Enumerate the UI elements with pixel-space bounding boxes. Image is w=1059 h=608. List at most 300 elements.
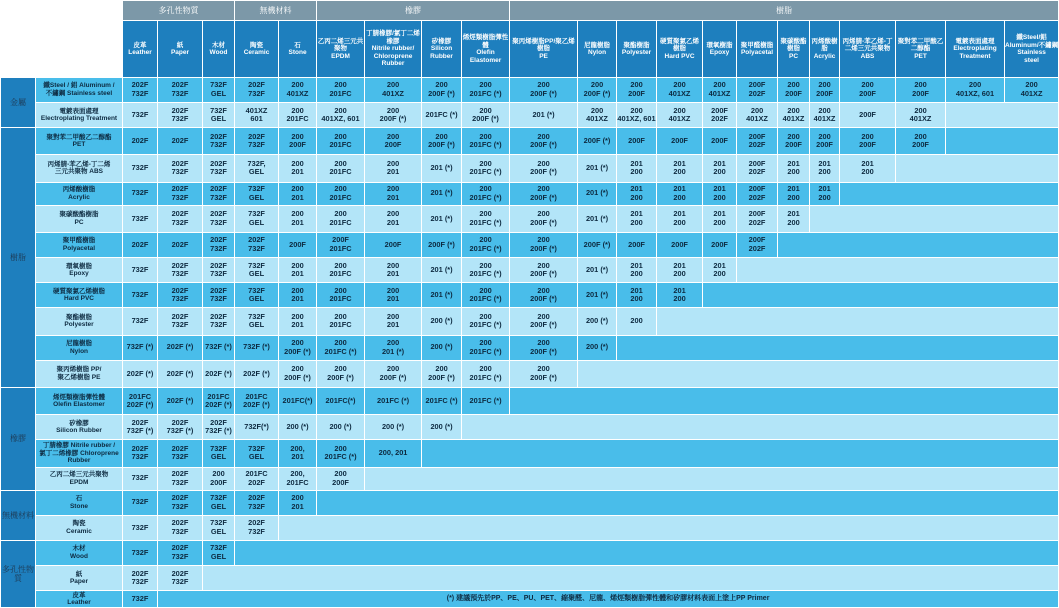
compat-cell: 200 401XZ <box>737 103 778 128</box>
label-zh: 聚對苯二甲酸乙二醇酯 <box>897 37 944 53</box>
compat-cell: 732F GEL <box>203 440 235 467</box>
compat-cell: 200 201 (*) <box>365 335 422 360</box>
compat-cell: 202F 732F <box>203 182 235 205</box>
compat-cell: 200 201FC (*) <box>462 308 510 335</box>
compat-cell: 201FC 202F (*) <box>235 387 279 414</box>
compat-cell: 732F <box>123 540 158 565</box>
compat-cell: 200F 202F <box>703 103 737 128</box>
compat-cell: 200 401XZ <box>703 77 737 102</box>
compat-cell: 200 401XZ <box>365 77 422 102</box>
compat-cell: 732F <box>123 103 158 128</box>
compat-cell: 202F 732F <box>158 103 203 128</box>
empty-cell <box>578 360 1059 387</box>
compat-cell: 202F 732F (*) <box>123 415 158 440</box>
label-zh: 電鍍表面處理 <box>955 37 995 45</box>
compat-cell: 200 200F (*) <box>510 335 578 360</box>
compat-cell: 200 401XZ <box>896 103 946 128</box>
label-en: Stone <box>288 49 307 57</box>
footnote: (*) 建議預先於PP、PE、PU、PET、縮聚醛、尼龍、烯烴類樹脂彈性體和矽膠材料表面上塗上PP Primer <box>158 591 1059 608</box>
label-en: Nylon <box>69 347 89 355</box>
compat-cell: 200 200F <box>896 77 946 102</box>
compat-cell: 202F 732F <box>203 308 235 335</box>
compat-cell: 200F <box>617 128 657 155</box>
compat-cell: 201 (*) <box>578 155 617 182</box>
label-en: Acrylic <box>813 52 836 60</box>
compat-cell: 200F 202F <box>737 205 778 232</box>
row-label <box>36 467 123 490</box>
compat-cell: 200 200F <box>778 77 810 102</box>
compat-cell: 200, 201FC <box>279 467 317 490</box>
compat-cell: 201 200 <box>703 155 737 182</box>
row-group-label: 多孔性物質 <box>1 540 36 607</box>
column-header <box>737 21 778 78</box>
compat-cell: 202F (*) <box>158 335 203 360</box>
label-zh: 丙烯腈-苯乙烯-丁二烯三元共聚物 <box>842 37 893 53</box>
compat-cell: 200 200F <box>810 77 840 102</box>
compat-cell: 732F GEL <box>203 540 235 565</box>
label-zh: 木材 <box>72 545 86 553</box>
label-en: EPDM <box>331 52 350 60</box>
row-group-label: 金屬 <box>1 77 36 127</box>
column-header <box>896 21 946 78</box>
compat-cell: 200 200F (*) <box>510 360 578 387</box>
row-label <box>36 182 123 205</box>
compat-cell: 200 201 <box>279 308 317 335</box>
label-en: Wood <box>209 49 228 57</box>
compat-cell: 202F (*) <box>203 360 235 387</box>
compat-cell: 200 401XZ, 601 <box>617 103 657 128</box>
compat-cell: 201 (*) <box>422 182 462 205</box>
compat-cell: 202F 732F <box>158 283 203 308</box>
compat-cell: 732F GEL <box>235 182 279 205</box>
empty-cell <box>422 440 1059 467</box>
compat-cell: 732F GEL <box>235 205 279 232</box>
label-zh: 聚丙烯樹脂 PP/ <box>56 366 102 374</box>
compat-cell: 201 200 <box>617 283 657 308</box>
compat-cell: 200 200F (*) <box>510 308 578 335</box>
compat-cell: 200F 202F <box>737 128 778 155</box>
compat-cell: 201 200 <box>617 182 657 205</box>
compat-cell: 202F <box>158 128 203 155</box>
compat-cell: 200 200F <box>896 128 946 155</box>
compat-cell: 201 (*) <box>422 205 462 232</box>
compat-cell: 201FC (*) <box>422 387 462 414</box>
label-en: PC <box>74 218 84 226</box>
label-zh: 聚丙烯樹脂PP/聚乙烯樹脂 <box>512 37 575 53</box>
row-label <box>36 128 123 155</box>
compat-cell: 200 401XZ <box>657 103 703 128</box>
empty-cell <box>810 205 1059 232</box>
row-label <box>36 258 123 283</box>
label-en: ABS <box>860 52 875 60</box>
compat-cell: 200, 201 <box>365 440 422 467</box>
compat-cell: 200 (*) <box>422 308 462 335</box>
label-en: steel <box>1024 56 1039 64</box>
compat-cell: 200 401XZ, 601 <box>946 77 1005 102</box>
compat-cell: 201 200 <box>778 155 810 182</box>
label-zh: 乙丙二烯三元共聚物 <box>49 471 109 479</box>
compat-cell: 202F (*) <box>235 360 279 387</box>
compat-cell: 202F 732F (*) <box>203 415 235 440</box>
compat-cell: 201 200 <box>657 283 703 308</box>
compat-cell: 202F 732F <box>158 440 203 467</box>
compat-cell: 200 (*) <box>279 415 317 440</box>
compat-cell: 200 201FC (*) <box>317 440 365 467</box>
compat-cell: 200 (*) <box>317 415 365 440</box>
compat-cell: 201 (*) <box>422 258 462 283</box>
compat-cell: 200F (*) <box>578 128 617 155</box>
label-en: Olefin Elastomer <box>469 49 502 64</box>
label-zh: 丙烯酸樹脂 <box>811 37 838 53</box>
compat-cell: 200 201FC <box>317 128 365 155</box>
compat-cell: 732F <box>123 467 158 490</box>
compat-cell: 202F (*) <box>158 360 203 387</box>
label-en: Olefin Elastomer <box>53 401 105 409</box>
compat-cell: 201 200 <box>810 155 840 182</box>
row-label <box>36 335 123 360</box>
compat-cell: 200 201FC <box>317 258 365 283</box>
row-label <box>36 415 123 440</box>
compat-cell: 200 201 <box>365 283 422 308</box>
compat-cell: 200 200F (*) <box>510 155 578 182</box>
label-en: Hard PVC <box>64 295 94 303</box>
empty-cell <box>657 308 1059 335</box>
label-zh: 矽橡膠 <box>431 37 452 45</box>
label-en: 不鏽鋼 Stainless steel <box>45 89 113 97</box>
compat-cell: 201FC (*) <box>462 387 510 414</box>
compat-cell: 202F 732F <box>203 283 235 308</box>
compat-cell: 202F 732F <box>158 515 203 540</box>
label-en: PET <box>72 141 86 149</box>
label-en: Polyester <box>621 49 652 57</box>
label-zh: 鐵Steel/鋁Aluminum/不鏽鋼Stainless <box>1005 34 1059 57</box>
compat-cell: 202F 732F (*) <box>158 415 203 440</box>
compat-cell: 200 401XZ <box>578 103 617 128</box>
empty-cell <box>365 467 1059 490</box>
compat-cell: 200 200F (*) <box>462 103 510 128</box>
label-en: PC <box>789 52 799 60</box>
compat-cell: 732F <box>123 258 158 283</box>
compat-cell: 200 200F <box>317 467 365 490</box>
row-label <box>36 490 123 515</box>
compat-cell: 200 201 <box>279 205 317 232</box>
compat-cell: 732F <box>123 515 158 540</box>
compat-cell: 202F 732F <box>158 205 203 232</box>
row-label <box>36 591 123 608</box>
label-en: Polyacetal <box>740 49 774 57</box>
compat-cell: 201 (*) <box>578 258 617 283</box>
label-en: Leather <box>67 599 91 607</box>
compat-cell: 200 (*) <box>422 415 462 440</box>
compat-cell: 201 200 <box>617 258 657 283</box>
label-en: Silicon Rubber <box>56 427 102 435</box>
label-zh: 石 <box>294 41 301 49</box>
label-zh: 尼龍樹脂 <box>66 340 92 348</box>
label-zh: 環氧樹脂 <box>66 262 92 270</box>
compat-cell: 201 200 <box>778 205 810 232</box>
row-group-label: 橡膠 <box>1 387 36 490</box>
compat-cell: 201 200 <box>810 182 840 205</box>
compat-cell: 200 200F <box>840 77 896 102</box>
compat-cell: 200F <box>617 232 657 257</box>
label-zh: 聚對苯二甲酸乙二醇酯 <box>46 133 112 141</box>
compat-cell: 202F 732F <box>123 77 158 102</box>
compat-cell: 201 200 <box>703 205 737 232</box>
compat-cell: 200 200F (*) <box>510 128 578 155</box>
label-en: Epoxy <box>709 49 730 57</box>
compat-cell: 202F 732F <box>158 258 203 283</box>
compat-cell: 200 201FC <box>279 103 317 128</box>
row-label <box>36 360 123 387</box>
header-group: 樹脂 <box>510 1 1059 21</box>
compat-cell: 201 200 <box>657 205 703 232</box>
label-en: Electroplating Treatment <box>40 115 118 123</box>
empty-cell <box>317 490 1059 515</box>
compat-cell: 401XZ 601 <box>235 103 279 128</box>
compat-cell: 732F <box>123 205 158 232</box>
compat-cell: 201 200 <box>657 155 703 182</box>
label-zh: 烯烴類樹脂彈性體 <box>53 393 105 401</box>
compat-cell: 200F <box>703 128 737 155</box>
label-zh: 聚碳酸酯樹脂 <box>59 211 99 219</box>
empty-cell <box>279 515 1059 540</box>
compat-cell: 202F 732F <box>235 232 279 257</box>
label-en: Acrylic <box>68 193 90 201</box>
label-en: PE <box>539 52 548 60</box>
compat-cell: 202F <box>123 128 158 155</box>
compat-cell: 732F <box>123 490 158 515</box>
compat-cell: 201 (*) <box>422 155 462 182</box>
compat-cell: 732F GEL <box>235 308 279 335</box>
label-zh: 聚甲醛樹脂 <box>62 237 96 245</box>
label-zh: 鐵Steel / 鋁 Aluminum / <box>43 82 115 90</box>
compat-cell: 200 200F (*) <box>365 360 422 387</box>
label-zh: 聚酯樹脂 <box>66 313 92 321</box>
label-zh: 丁腈橡膠/氯丁二烯橡膠 <box>366 30 420 45</box>
label-zh: 硬質聚氯乙烯樹脂 <box>660 37 700 53</box>
row-group-label: 無機材料 <box>1 490 36 540</box>
label-en: Epoxy <box>69 270 89 278</box>
compat-cell: 201FC (*) <box>365 387 422 414</box>
compat-cell: 202F 732F <box>158 540 203 565</box>
compat-cell: 200 200F (*) <box>422 77 462 102</box>
compat-cell: 202F 732F <box>158 77 203 102</box>
label-en: Nitrile rubber/ Chloroprene Rubber <box>371 45 415 68</box>
label-en: Nylon <box>588 49 607 57</box>
compat-cell: 200 201FC (*) <box>317 335 365 360</box>
compat-cell: 200 201 <box>365 205 422 232</box>
compat-cell: 200 200F (*) <box>578 77 617 102</box>
label-en: Silicon Rubber <box>430 45 453 60</box>
compat-cell: 200 401XZ <box>279 77 317 102</box>
compat-cell: 200 401XZ <box>778 103 810 128</box>
compat-cell: 201 (*) <box>422 283 462 308</box>
column-header <box>279 21 317 78</box>
compat-cell: 200 401XZ <box>810 103 840 128</box>
compat-cell: 200F (*) <box>578 232 617 257</box>
row-label <box>36 440 123 467</box>
compat-cell: 732F(*) <box>235 415 279 440</box>
compat-cell: 200 201FC (*) <box>462 283 510 308</box>
compat-cell: 200F (*) <box>422 232 462 257</box>
compat-cell: 200F 202F <box>737 232 778 257</box>
compat-cell: 201 200 <box>778 182 810 205</box>
label-zh: 聚甲醛樹脂 <box>740 41 774 49</box>
empty-cell <box>896 155 1059 182</box>
compat-cell: 202F 732F <box>203 232 235 257</box>
column-header <box>657 21 703 78</box>
compat-cell: 202F 732F <box>158 566 203 591</box>
compat-cell: 200 201FC (*) <box>462 360 510 387</box>
row-label <box>36 103 123 128</box>
compat-cell: 200 200F <box>617 77 657 102</box>
compat-cell: 202F 732F <box>235 77 279 102</box>
row-label <box>36 566 123 591</box>
compat-cell: 732F (*) <box>203 335 235 360</box>
compat-cell: 201FC(*) <box>317 387 365 414</box>
compat-cell: 200 401XZ <box>657 77 703 102</box>
compat-cell: 202F 732F <box>235 515 279 540</box>
compat-cell: 200F <box>657 128 703 155</box>
label-zh: 丙烯腈-苯乙烯-丁二烯 <box>47 161 111 169</box>
compat-cell: 202F 732F <box>203 258 235 283</box>
compat-cell: 200 201FC <box>317 205 365 232</box>
compat-cell: 201 (*) <box>510 103 578 128</box>
empty-cell <box>946 128 1059 155</box>
label-en: Ceramic <box>66 527 92 535</box>
compat-cell: 201FC 202F (*) <box>123 387 158 414</box>
empty-cell <box>462 415 1059 440</box>
compat-cell: 200 200F (*) <box>510 77 578 102</box>
compat-cell: 732F <box>123 182 158 205</box>
row-label <box>36 283 123 308</box>
compat-cell: 200 201 <box>365 308 422 335</box>
compat-cell: 200 401XZ <box>1005 77 1059 102</box>
label-zh: 電鍍表面處理 <box>59 107 99 115</box>
compat-cell: 201 200 <box>703 182 737 205</box>
compat-cell: 200 200F <box>279 128 317 155</box>
compat-cell: 732F (*) <box>235 335 279 360</box>
label-zh: 紙 <box>75 570 83 578</box>
label-en: Polyester <box>64 321 94 329</box>
compat-cell: 200 201 <box>279 182 317 205</box>
label-zh: 聚酯樹脂 <box>623 41 650 49</box>
compat-cell: 200 200F <box>365 128 422 155</box>
compat-cell: 201FC 202F (*) <box>203 387 235 414</box>
compat-cell: 200F 202F <box>737 155 778 182</box>
header-group: 橡膠 <box>317 1 510 21</box>
compat-cell: 732F GEL <box>235 283 279 308</box>
compat-cell: 732F <box>123 308 158 335</box>
compat-cell: 200 200F (*) <box>422 360 462 387</box>
label-en: EPDM <box>69 478 89 486</box>
compat-cell: 200 200F <box>778 128 810 155</box>
row-label <box>36 308 123 335</box>
compat-cell: 732F GEL <box>203 490 235 515</box>
compat-cell: 200F <box>840 103 896 128</box>
column-header <box>158 21 203 78</box>
compat-cell: 200 (*) <box>365 415 422 440</box>
compat-cell: 202F 732F <box>158 467 203 490</box>
compat-cell: 200 200F (*) <box>422 128 462 155</box>
compat-cell: 201FC (*) <box>422 103 462 128</box>
compat-cell: 200 201FC (*) <box>462 155 510 182</box>
label-en: Paper <box>170 49 190 57</box>
column-header <box>422 21 462 78</box>
compat-cell: 200 401XZ, 601 <box>317 103 365 128</box>
label-zh: 石 <box>75 495 83 503</box>
corner-blank <box>1 1 123 78</box>
compat-cell: 200F 201FC <box>317 232 365 257</box>
label-zh: 木材 <box>212 41 226 49</box>
compat-cell: 200 201FC (*) <box>462 335 510 360</box>
compat-cell: 200 201 <box>365 182 422 205</box>
compat-cell: 202F (*) <box>158 387 203 414</box>
compat-cell: 200 200F (*) <box>510 205 578 232</box>
compat-cell: 200 200F (*) <box>279 360 317 387</box>
compat-cell: 200 201FC (*) <box>462 77 510 102</box>
label-en: Paper <box>69 578 89 586</box>
label-zh: 紙 <box>176 41 184 49</box>
compat-cell: 201 200 <box>840 155 896 182</box>
column-header <box>365 21 422 78</box>
compat-cell: 201 (*) <box>578 283 617 308</box>
compat-cell: 200 <box>617 308 657 335</box>
compat-cell: 200F 202F <box>737 77 778 102</box>
compat-cell: 200 200F <box>203 467 235 490</box>
compat-cell: 200, 201 <box>279 440 317 467</box>
column-header <box>1005 21 1059 78</box>
column-header <box>235 21 279 78</box>
compat-cell: 202F 732F <box>203 205 235 232</box>
label-en: 三元共聚物 ABS <box>54 168 104 176</box>
compat-cell: 200 201 <box>365 155 422 182</box>
compat-cell: 200 201FC <box>317 308 365 335</box>
empty-cell <box>946 103 1059 128</box>
compat-cell: 202F 732F <box>158 490 203 515</box>
label-zh: 陶瓷 <box>72 520 86 528</box>
label-en: Wood <box>70 552 88 560</box>
label-en: 聚乙烯樹脂 PE <box>57 373 101 381</box>
compat-cell: 201 200 <box>657 182 703 205</box>
compat-cell: 732F <box>123 283 158 308</box>
compat-cell: 732F, GEL <box>235 155 279 182</box>
column-header <box>578 21 617 78</box>
compat-cell: 200F <box>279 232 317 257</box>
row-label <box>36 515 123 540</box>
compat-cell: 200F <box>657 232 703 257</box>
label-zh: 尼龍樹脂 <box>584 41 611 49</box>
empty-cell <box>737 258 1059 283</box>
compat-cell: 201 200 <box>617 205 657 232</box>
empty-cell <box>510 387 1059 414</box>
row-label <box>36 232 123 257</box>
compat-cell: 200 201FC <box>317 283 365 308</box>
compat-cell: 201 (*) <box>578 205 617 232</box>
compat-cell: 202F 732F <box>235 128 279 155</box>
compat-cell: 202F <box>123 232 158 257</box>
compat-cell: 202F 732F <box>158 155 203 182</box>
compat-cell: 201FC 202F <box>235 467 279 490</box>
column-header <box>703 21 737 78</box>
compat-cell: 200 200F (*) <box>317 360 365 387</box>
compat-cell: 200 (*) <box>578 308 617 335</box>
column-header <box>510 21 578 78</box>
compat-cell: 200 201FC (*) <box>462 128 510 155</box>
empty-cell <box>617 335 1059 360</box>
compat-cell: 200 200F (*) <box>510 182 578 205</box>
column-header <box>462 21 510 78</box>
